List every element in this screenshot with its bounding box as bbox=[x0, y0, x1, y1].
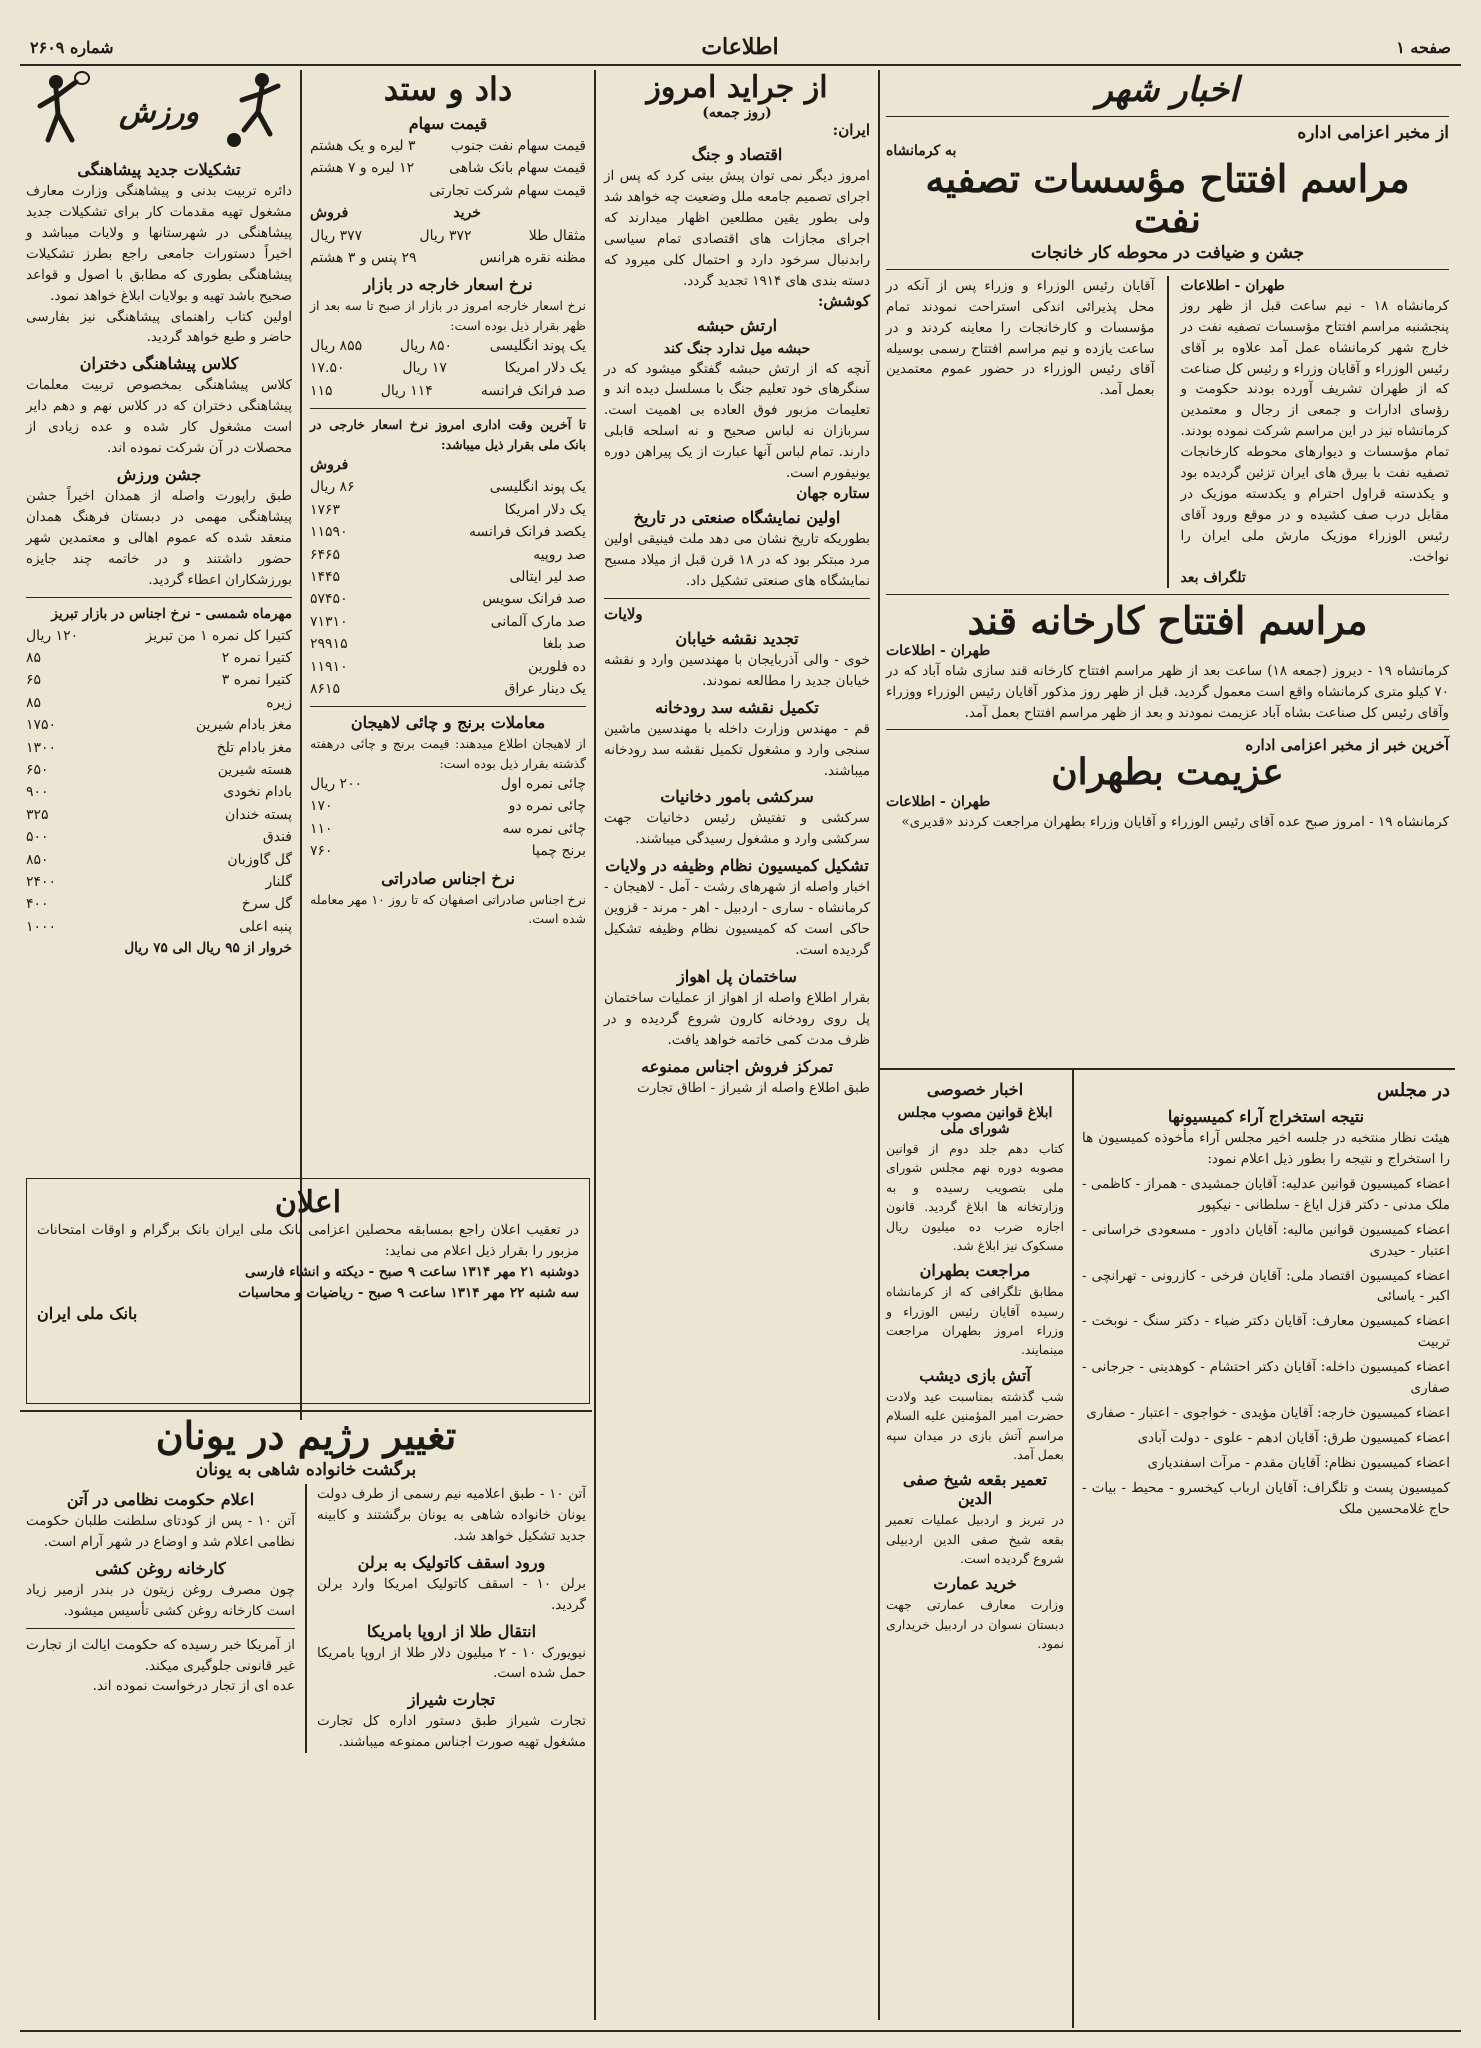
price-value: ۸۵۰ bbox=[26, 851, 49, 868]
price-row bbox=[26, 916, 292, 938]
shrine-heading: تعمیر بقعه شیخ صفی الدین bbox=[902, 1470, 1048, 1509]
article-body: امروز دیگر نمی توان پیش بینی کرد که پس از اجرای تصمیم جامعه ملل وضعیت چه خواهد شد ولی بطور یقین مطلعین اظهار میدارند که اجرای مجازات های اقتصادی تمام سیاسی رابدنبال سرخود دارد و احتمال کلی میرود که دسته بندی های ۱۹۱۴ تجدید گردد. bbox=[604, 168, 870, 289]
section-label: ستاره جهان bbox=[796, 484, 870, 503]
price-value: ۸۵ bbox=[26, 649, 42, 666]
price-row bbox=[26, 759, 292, 781]
price-value: ۱۲۰ ریال bbox=[26, 627, 79, 644]
article-body: آنچه که از ارتش حبشه گفتگو میشود که در سنگرهای خود تعلیم جنگ با مسلسل دیده اند و تعلیمات مزبور فوق العاده بی اهمیت است. سربازان نه لباس صحیح و نه اسلحه قابلی دارند. تمام لباس آنها عبارت از یک پیراهن دوره یونیفورم است. bbox=[604, 360, 870, 482]
article-body: کرمانشاه ۱۹ - امروز صبح عده آقای رئیس الوزراء و آقایان وزراء بطهران مراجعت کردند «قدیری» bbox=[901, 814, 1449, 831]
headline-greece: تغییر رژیم در یونان bbox=[155, 1416, 457, 1458]
stock-row bbox=[310, 180, 586, 202]
bank-value: ۸۶ ریال bbox=[310, 479, 355, 496]
fx-name: صد فرانک فرانسه bbox=[480, 382, 586, 399]
city-news-masthead: اخبار شهر bbox=[1096, 70, 1239, 110]
bank-value: ۱۷۶۳ bbox=[310, 501, 341, 518]
tea-body: از لاهیجان اطلاع میدهند: قیمت برنج و چائی درهفته گذشته بقرار ذیل بوده است: bbox=[310, 736, 586, 771]
tea-value: ۱۷۰ bbox=[310, 798, 333, 815]
price-name: گلنار bbox=[265, 873, 292, 890]
article-body: طبق راپورت واصله از همدان اخیراً جشن پیشاهنگی مهمی در دبستان فرهنگ همدان منعقد شده که عموم اهالی و معتمدین شهر حضور داشتند و در خاتمه چند جایزه بورزشکاران اعطاء گردید. bbox=[26, 488, 292, 588]
fx-sell: ۱۱۵ bbox=[310, 382, 333, 399]
article-body: خوی - والی آذربایجان با مهندسین وارد و نقشه خیابان جدید را مطالعه نمودند. bbox=[604, 651, 870, 689]
return-heading: مراجعت بطهران bbox=[919, 1261, 1031, 1281]
article-body: چون مصرف روغن زیتون در بندر ازمیر زیاد است کارخانه روغن کشی تأسیس میشود. bbox=[26, 1581, 295, 1619]
tennis-player-icon bbox=[26, 70, 96, 154]
export-heading: نرخ اجناس صادراتی bbox=[381, 868, 515, 888]
divider bbox=[594, 70, 596, 2020]
majlis-subheading: نتیجه استخراج آراء کمیسیونها bbox=[1167, 1107, 1365, 1126]
tea-row bbox=[310, 795, 586, 817]
price-row bbox=[26, 893, 292, 915]
gold-buy: ۳۷۲ ریال bbox=[419, 227, 472, 244]
ad-body: در تعقیب اعلان راجع بمسابقه محصلین اعزامی بانک ملی ایران بانک برگرام و اوقات امتحانات مزبور را بقرار ذیل اعلام می نماید: bbox=[37, 1222, 579, 1259]
article-body: شب گذشته بمناسبت عید ولادت حضرت امیر المؤمنین علیه السلام مراسم آتش بازی در میدان سپه بعمل آمد. bbox=[886, 1388, 1064, 1462]
fx-name: یک پوند انگلیسی bbox=[489, 338, 586, 355]
price-name: پنبه اعلی bbox=[239, 918, 292, 935]
bank-row bbox=[310, 656, 586, 678]
bank-row bbox=[310, 544, 586, 566]
article-subheading: حبشه میل ندارد جنگ کند bbox=[663, 340, 811, 357]
ad-line: سه شنبه ۲۲ مهر ۱۳۱۴ ساعت ۹ صبح - ریاضیات و محاسبات bbox=[238, 1284, 579, 1301]
stock-value: ۱۲ لیره و ۷ هشتم bbox=[310, 160, 415, 177]
bank-value: ۷۱۳۱۰ bbox=[310, 613, 348, 630]
subhead-greece: برگشت خانواده شاهی به یونان bbox=[195, 1459, 417, 1480]
bank-row bbox=[310, 521, 586, 543]
price-value: ۵۰۰ bbox=[26, 829, 49, 846]
fx-row bbox=[310, 357, 586, 379]
market-column bbox=[304, 70, 592, 1170]
article-body: عده ای از تجار درخواست نموده اند. bbox=[92, 1678, 295, 1695]
tea-row bbox=[310, 840, 586, 862]
bank-value: ۸۶۱۵ bbox=[310, 680, 341, 697]
foreign-news-section bbox=[20, 1416, 592, 2026]
sports-column bbox=[20, 70, 298, 1170]
article-heading: ساختمان پل اهواز bbox=[677, 966, 797, 986]
gold-row bbox=[310, 225, 586, 247]
price-row bbox=[26, 625, 292, 647]
stock-label: قیمت سهام نفت جنوب bbox=[450, 138, 586, 154]
press-masthead-sub: (روز جمعه) bbox=[702, 105, 772, 121]
article-heading: انتقال طلا از اروپا بامریکا bbox=[366, 1621, 537, 1641]
bank-row bbox=[310, 611, 586, 633]
price-name: مغز بادام تلخ bbox=[216, 739, 292, 756]
fx-buy: ۱۷ ریال bbox=[402, 360, 447, 377]
purchase-heading: خرید عمارت bbox=[933, 1574, 1017, 1594]
press-masthead: از جراید امروز bbox=[646, 70, 828, 105]
price-value: ۹۰۰ bbox=[26, 784, 49, 801]
article-heading: ارتش حبشه bbox=[696, 315, 778, 335]
headline-refinery: مراسم افتتاح مؤسسات تصفیه نفت bbox=[925, 156, 1410, 241]
dateline: طهران - اطلاعات bbox=[886, 794, 991, 811]
dateline: طهران - اطلاعات bbox=[886, 642, 991, 659]
article-heading: اعلام حکومت نظامی در آتن bbox=[66, 1489, 255, 1509]
article-body: اخبار واصله از شهرهای رشت - آمل - لاهیجان - کرمانشاه - ساری - اردبیل - اهر - مرند - قزوین حاکی است که کمیسیون نظام وظیفه تشکیل گردیده است. bbox=[604, 879, 870, 959]
article-heading: تجدید نقشه خیابان bbox=[675, 628, 799, 648]
article-heading: تجارت شیراز bbox=[407, 1690, 496, 1710]
price-name: بادام نخودی bbox=[223, 784, 292, 801]
kicker: از مخبر اعزامی اداره bbox=[1297, 123, 1449, 143]
article-body: دائره تربیت بدنی و پیشاهنگی وزارت معارف مشغول تهیه مقدمات کار برای تشکیلات جدید پیشاهنگی در شهرستانها و ولایات میباشد و اخیراً دستورات جامعی راجع بطرز تشکیلات پیشاهنگی بطوری که مطابق با اصول و قواعد صحیح باشد تهیه و بولایات ابلاغ خواهد نمود. bbox=[26, 183, 292, 304]
article-body: اولین کتاب راهنمای پیشاهنگی نیز بفارسی حاضر و طبع خواهد گردید. bbox=[26, 308, 292, 346]
article-heading: اقتصاد و جنگ bbox=[691, 145, 783, 164]
bank-value: ۵۷۴۵۰ bbox=[310, 591, 348, 608]
prices-footer: خروار از ۹۵ ریال الی ۷۵ ریال bbox=[124, 940, 292, 957]
dateline: طهران - اطلاعات bbox=[1180, 277, 1285, 294]
section-rule bbox=[20, 1410, 592, 1412]
article-body: کرمانشاه ۱۹ - دیروز (جمعه ۱۸) ساعت بعد از ظهر مراسم افتتاح کارخانه قند سازی شاه آباد که در ۷۰ کیلو متری کرمانشاه واقع است معمول گردید. قبل از ظهر روز مذکور آقایان رئیس الوزراء ووزراء وآقای رئیس کل صناعت بشاه آباد عزیمت نمودند و بعد از ظهر مراسم افتتاح بعمل آمد. bbox=[886, 662, 1450, 721]
stock-value: ۳ لیره و یک هشتم bbox=[310, 138, 416, 154]
bank-value: ۲۹۹۱۵ bbox=[310, 636, 348, 653]
bank-name: یک دینار عراق bbox=[504, 680, 586, 697]
price-value: ۲۴۰۰ bbox=[26, 873, 57, 890]
majlis-body: هیئت نظار منتخبه در جلسه اخیر مجلس آراء مأخوذه کمیسیون ها را استخراج و نتیجه را بطور ذیل اعلام نمود: bbox=[1082, 1130, 1450, 1167]
bank-sell-label: فروش bbox=[310, 457, 349, 474]
bank-row bbox=[310, 566, 586, 588]
press-review-column bbox=[598, 70, 876, 2020]
article-heading: کارخانه روغن کشی bbox=[95, 1558, 226, 1578]
bank-row bbox=[310, 588, 586, 610]
price-value: ۶۵ bbox=[26, 672, 42, 689]
sports-masthead: ورزش bbox=[118, 94, 200, 130]
price-value: ۱۳۰۰ bbox=[26, 739, 57, 756]
kicker-city: به کرمانشاه bbox=[886, 143, 957, 159]
paper-name: اطلاعات bbox=[701, 34, 779, 60]
fx-note: نرخ اسعار خارجه امروز در بازار از صبح تا سه بعد از ظهر بقرار ذیل بوده است: bbox=[310, 298, 586, 333]
page-label: صفحه ۱ bbox=[1396, 38, 1451, 57]
footer-rule bbox=[20, 2030, 1461, 2032]
gold-label: مثقال طلا bbox=[528, 227, 586, 244]
commission-line: کمیسیون پست و تلگراف: آقایان ارباب کیخسرو - محیط - بیات - حاج غلامحسین ملک bbox=[1082, 1479, 1450, 1517]
tea-name: چائی نمره اول bbox=[500, 776, 586, 793]
bank-value: ۱۱۹۱۰ bbox=[310, 658, 348, 675]
price-name: کتیرا نمره ۳ bbox=[221, 672, 292, 689]
price-row bbox=[26, 804, 292, 826]
price-value: ۶۵۰ bbox=[26, 761, 49, 778]
bank-ad-box bbox=[26, 1178, 590, 1404]
fx-row bbox=[310, 380, 586, 402]
price-row bbox=[26, 669, 292, 691]
price-row bbox=[26, 714, 292, 736]
article-heading: تکمیل نقشه سد رودخانه bbox=[655, 697, 819, 717]
article-body: نیویورک ۱۰ - ۲ میلیون دلار طلا از اروپا بامریکا حمل شده است. bbox=[317, 1644, 586, 1682]
tea-value: ۷۶۰ bbox=[310, 843, 333, 860]
article-body: سرکشی و تفتیش رئیس دخانیات جهت سرکشی وارد و مشغول رسیدگی میباشند. bbox=[604, 810, 870, 848]
price-value: ۴۰۰ bbox=[26, 896, 49, 913]
price-row bbox=[26, 826, 292, 848]
article-body: قم - مهندس وزارت داخله با مهندسین ماشین سنجی وارد و مشغول تکمیل نقشه سد رودخانه میباشند. bbox=[604, 720, 870, 779]
price-name: کتیرا نمره ۲ bbox=[221, 649, 292, 666]
ad-line: دوشنبه ۲۱ مهر ۱۳۱۴ ساعت ۹ صبح - دیکته و انشاء فارسی bbox=[245, 1263, 579, 1280]
bank-name: صد مارک آلمانی bbox=[490, 613, 586, 630]
bank-name: یک دلار امریکا bbox=[504, 501, 586, 518]
price-row bbox=[26, 781, 292, 803]
price-name: مغز بادام شیرین bbox=[195, 717, 292, 734]
commission-line: اعضاء کمیسیون قوانین مالیه: آقایان دادور - مسعودی خراسانی - اعتبار - حیدری bbox=[1082, 1221, 1450, 1259]
headline-return: عزیمت بطهران bbox=[1051, 751, 1284, 794]
issue-number: شماره ۲۶۰۹ bbox=[30, 38, 114, 57]
fx-heading: نرخ اسعار خارجه در بازار bbox=[363, 275, 533, 295]
stocks-heading: قیمت سهام bbox=[408, 114, 488, 133]
bank-name: یک پوند انگلیسی bbox=[489, 479, 586, 496]
special-news-section bbox=[880, 1074, 1070, 2024]
article-heading: اولین نمایشگاه صنعتی در تاریخ bbox=[633, 508, 841, 528]
fx-row bbox=[310, 335, 586, 357]
section-rule bbox=[880, 1068, 1455, 1070]
tea-name: چائی نمره سه bbox=[502, 820, 586, 837]
divider bbox=[1072, 1068, 1074, 2028]
section-label: ایران: bbox=[832, 121, 870, 139]
header-rule bbox=[20, 64, 1461, 66]
article-body: طبق اطلاع واصله از شیراز - اطاق تجارت bbox=[637, 1079, 870, 1096]
price-name: هسته شیرین bbox=[217, 761, 292, 778]
price-row bbox=[26, 692, 292, 714]
price-name: زیره bbox=[266, 694, 292, 711]
special-news-heading: اخبار خصوصی bbox=[926, 1080, 1024, 1099]
section-label: کوشش: bbox=[817, 291, 870, 310]
bank-name: صد روپیه bbox=[533, 546, 586, 563]
commission-line: اعضاء کمیسیون قوانین عدلیه: آقایان جمشیدی - همراز - کاظمی - ملک مدنی - دکتر قزل ایاغ - سلطانی - نیکپور bbox=[1082, 1175, 1450, 1213]
tea-name: برنج چمپا bbox=[531, 843, 586, 860]
silver-row bbox=[310, 247, 586, 269]
article-body: برلن ۱۰ - اسقف کاتولیک امریکا وارد برلن گردید. bbox=[317, 1575, 587, 1613]
article-body: بقرار اطلاع واصله از اهواز از عملیات ساختمان پل روی رودخانه کارون شروع گردیده و در ظرف مدت کمی خاتمه خواهد یافت. bbox=[604, 989, 870, 1048]
stock-label: قیمت سهام شرکت تجارتی bbox=[429, 182, 586, 199]
ad-signature: بانک ملی ایران bbox=[37, 1303, 138, 1323]
bank-value: ۱۴۴۵ bbox=[310, 568, 341, 585]
commission-line: اعضاء کمیسیون طرق: آقایان ادهم - علوی - دولت آبادی bbox=[1137, 1429, 1450, 1446]
headline-sugar-factory: مراسم افتتاح کارخانه قند bbox=[967, 597, 1368, 643]
price-name: گل سرخ bbox=[241, 896, 292, 913]
bank-row bbox=[310, 678, 586, 700]
article-body: وزارت معارف عمارتی جهت دبستان نسوان در اردبیل خریداری نمود. bbox=[886, 1597, 1064, 1652]
bank-name: صد بلغا bbox=[542, 636, 586, 653]
price-header-row bbox=[310, 202, 586, 224]
price-name: فندق bbox=[262, 829, 292, 846]
price-name: کتیرا کل نمره ۱ من تبریز bbox=[145, 627, 292, 644]
article-heading: ورود اسقف کاتولیک به برلن bbox=[357, 1552, 546, 1572]
fx-buy: ۸۵۰ ریال bbox=[399, 338, 452, 355]
tea-value: ۱۱۰ bbox=[310, 820, 333, 837]
article-body: در تبریز و اردبیل عملیات تعمیر بقعه شیخ صفی الدین اردبیلی شروع گردیده است. bbox=[886, 1512, 1064, 1566]
last-news-label: آخرین خبر از مخبر اعزامی اداره bbox=[1245, 736, 1449, 755]
tea-name: چائی نمره دو bbox=[508, 798, 586, 815]
silver-label: مظنه نقره هرانس bbox=[479, 249, 586, 266]
gold-sell: ۳۷۷ ریال bbox=[310, 227, 363, 244]
sports-figure-icon bbox=[222, 70, 292, 154]
article-body: تجارت شیراز طبق دستور اداره کل تجارت مشغول تهیه صورت اجناس ممنوعه میباشند. bbox=[317, 1713, 586, 1751]
bank-name: صد لیر ایتالی bbox=[509, 568, 586, 585]
commission-line: اعضاء کمیسیون داخله: آقایان دکتر احتشام - کوهدینی - جرجانی - صفاری bbox=[1082, 1359, 1450, 1397]
article-body: کلاس پیشاهنگی بمخصوص تربیت معلمات پیشاهنگی دختران که در کلاس نهم و دهم دایر است مشغول کار شده و عده زیادی از محصلات در آن شرکت نموده اند. bbox=[26, 377, 292, 457]
article-body: مطابق تلگرافی که از کرمانشاه رسیده آقایان رئیس الوزراء و وزراء امروز بطهران مراجعت مینمایند. bbox=[886, 1284, 1064, 1358]
article-heading: تشکیل کمیسیون نظام وظیفه در ولایات bbox=[605, 856, 869, 876]
majlis-section bbox=[1076, 1074, 1456, 2024]
buy-label: خرید bbox=[453, 205, 481, 222]
fx-name: یک دلار امریکا bbox=[504, 360, 586, 377]
bank-value: ۱۱۵۹۰ bbox=[310, 524, 348, 541]
bank-row bbox=[310, 499, 586, 521]
special-news-subheading: ابلاغ قوانین مصوب مجلس شورای ملی bbox=[897, 1105, 1053, 1137]
price-value: ۱۷۵۰ bbox=[26, 717, 57, 734]
tea-row bbox=[310, 773, 586, 795]
article-heading: کلاس پیشاهنگی دختران bbox=[79, 354, 239, 374]
bank-name: ده فلورین bbox=[528, 658, 586, 675]
fx-buy: ۱۱۴ ریال bbox=[380, 382, 433, 399]
stock-row bbox=[310, 135, 586, 157]
prices-heading: مهرماه شمسی - نرخ اجناس در بازار تبریز bbox=[51, 605, 292, 622]
commission-line: اعضاء کمیسیون خارجه: آقایان مؤیدی - خواجوی - اعتبار - صفاری bbox=[1086, 1405, 1450, 1422]
article-body: آقایان رئیس الوزراء و وزراء پس از آنکه در محل پذیرائی اندکی استراحت نمودند تمام مؤسسات و کارخانجات را معاینه کردند و در ساعت یازده و نیم مراسم افتتاح رسمی بوسیله آقای رئیس الوزراء در حضور عموم معتمدین بعمل آمد. bbox=[886, 277, 1155, 399]
silver-value: ۲۹ پنس و ۳ هشتم bbox=[310, 249, 417, 266]
price-row bbox=[26, 737, 292, 759]
tea-heading: معاملات برنج و چائی لاهیجان bbox=[350, 713, 546, 733]
article-body: کرمانشاه ۱۸ - نیم ساعت قبل از ظهر روز پنجشنبه مراسم افتتاح مؤسسات تصفیه نفت در خارج شهر کرمانشاه عمل آمد علاوه بر آقای رئیس الوزراء و آقایان وزراء و رئیس کل صناعت که از طهران تشریف آورده بودند حکومت و رؤسای ادارات و جمعی از رجال و معتمدین کرمانشاه نیز در این مراسم شرکت نموده بودند. تمام مؤسسات و دیوارهای محوطه کارخانجات تصفیه نفت با بیرق های ایران تزئین گردیده بود و یکدسته قراول احترام و یکدسته موزیک در مقابل درب صف کشیده و در موقع ورود آقای رئیس الوزراء موزیک مارش ملی ایران را نواخت. bbox=[1180, 297, 1449, 565]
bank-row bbox=[310, 476, 586, 498]
article-heading: جشن ورزش bbox=[116, 465, 202, 485]
bank-row bbox=[310, 633, 586, 655]
price-row bbox=[26, 849, 292, 871]
stock-row bbox=[310, 157, 586, 179]
article-heading: سرکشی بامور دخانیات bbox=[660, 787, 814, 807]
city-news-column bbox=[880, 70, 1455, 1070]
price-value: ۱۰۰۰ bbox=[26, 918, 57, 935]
tea-row bbox=[310, 818, 586, 840]
commission-line: اعضاء کمیسیون اقتصاد ملی: آقایان فرخی - کازرونی - تهرانچی - اکبر - یاسائی bbox=[1082, 1267, 1450, 1305]
price-value: ۳۲۵ bbox=[26, 806, 49, 823]
export-body: نرخ اجناس صادراتی اصفهان که تا روز ۱۰ مهر معامله شده است. bbox=[310, 891, 586, 926]
price-value: ۸۵ bbox=[26, 694, 42, 711]
bank-header-row bbox=[310, 454, 586, 476]
commission-line: اعضاء کمیسیون نظام: آقایان مقدم - مرآت اسفندیاری bbox=[1147, 1454, 1450, 1471]
price-row bbox=[26, 647, 292, 669]
telegraph-label: تلگراف بعد bbox=[1180, 569, 1246, 586]
article-body: آتن ۱۰ - پس از کودتای سلطنت طلبان حکومت نظامی اعلام شد و اوضاع در شهر آرام است. bbox=[26, 1512, 296, 1550]
price-row bbox=[26, 871, 292, 893]
fx-sell: ۱۷.۵۰ bbox=[310, 360, 345, 377]
fx-sell: ۸۵۵ ریال bbox=[310, 338, 363, 355]
bank-name: یکصد فرانک فرانسه bbox=[469, 524, 586, 541]
fireworks-heading: آتش بازی دیشب bbox=[919, 1365, 1031, 1385]
stock-label: قیمت سهام بانک شاهی bbox=[449, 160, 586, 177]
article-body: آتن ۱۰ - طبق اعلامیه نیم رسمی از طرف دولت یونان خانواده شاهی به یونان برگشتند و کابینه جدید تشکیل خواهد شد. bbox=[317, 1485, 586, 1544]
bank-value: ۶۴۶۵ bbox=[310, 546, 341, 563]
price-name: پسته خندان bbox=[225, 806, 292, 823]
subhead-refinery: جشن و ضیافت در محوطه کار خانجات bbox=[1030, 242, 1305, 263]
market-masthead: داد و ستد bbox=[383, 70, 513, 108]
article-body: بطوریکه تاریخ نشان می دهد ملت فینیقی اولین مرد مبتکر بود که در ۱۸ قرن قبل از میلاد مسیح نمایشگاه های صنعتی تشکیل داد. bbox=[604, 531, 870, 589]
price-name: گل گاوزبان bbox=[227, 851, 292, 868]
bank-heading: تا آخرین وقت اداری امروز نرخ اسعار خارجی در بانک ملی بقرار ذیل میباشد: bbox=[310, 417, 586, 452]
article-body: کتاب دهم جلد دوم از قوانین مصوبه دوره نهم مجلس شورای ملی بتصویب رسیده و به وزارتخانه ها ابلاغ گردید. قانون اجازه ضرب ده میلیون ریال مسکوک نیز ابلاغ شد. bbox=[886, 1141, 1064, 1253]
article-heading: تشکیلات جدید پیشاهنگی bbox=[77, 160, 241, 179]
commission-line: اعضاء کمیسیون معارف: آقایان دکتر ضیاء - دکتر سنگ - نوبخت - تربیت bbox=[1082, 1313, 1450, 1351]
article-body: از آمریکا خبر رسیده که حکومت ایالت از تجارت غیر قانونی جلوگیری میکند. bbox=[26, 1636, 295, 1674]
majlis-heading: در مجلس bbox=[1376, 1080, 1450, 1101]
ad-heading: اعلان bbox=[274, 1185, 342, 1220]
bank-name: صد فرانک سویس bbox=[482, 591, 586, 608]
sell-label: فروش bbox=[310, 205, 349, 222]
article-heading: تمرکز فروش اجناس ممنوعه bbox=[640, 1056, 834, 1076]
tea-value: ۲۰۰ ریال bbox=[310, 776, 363, 793]
section-label: ولایات bbox=[604, 604, 643, 623]
